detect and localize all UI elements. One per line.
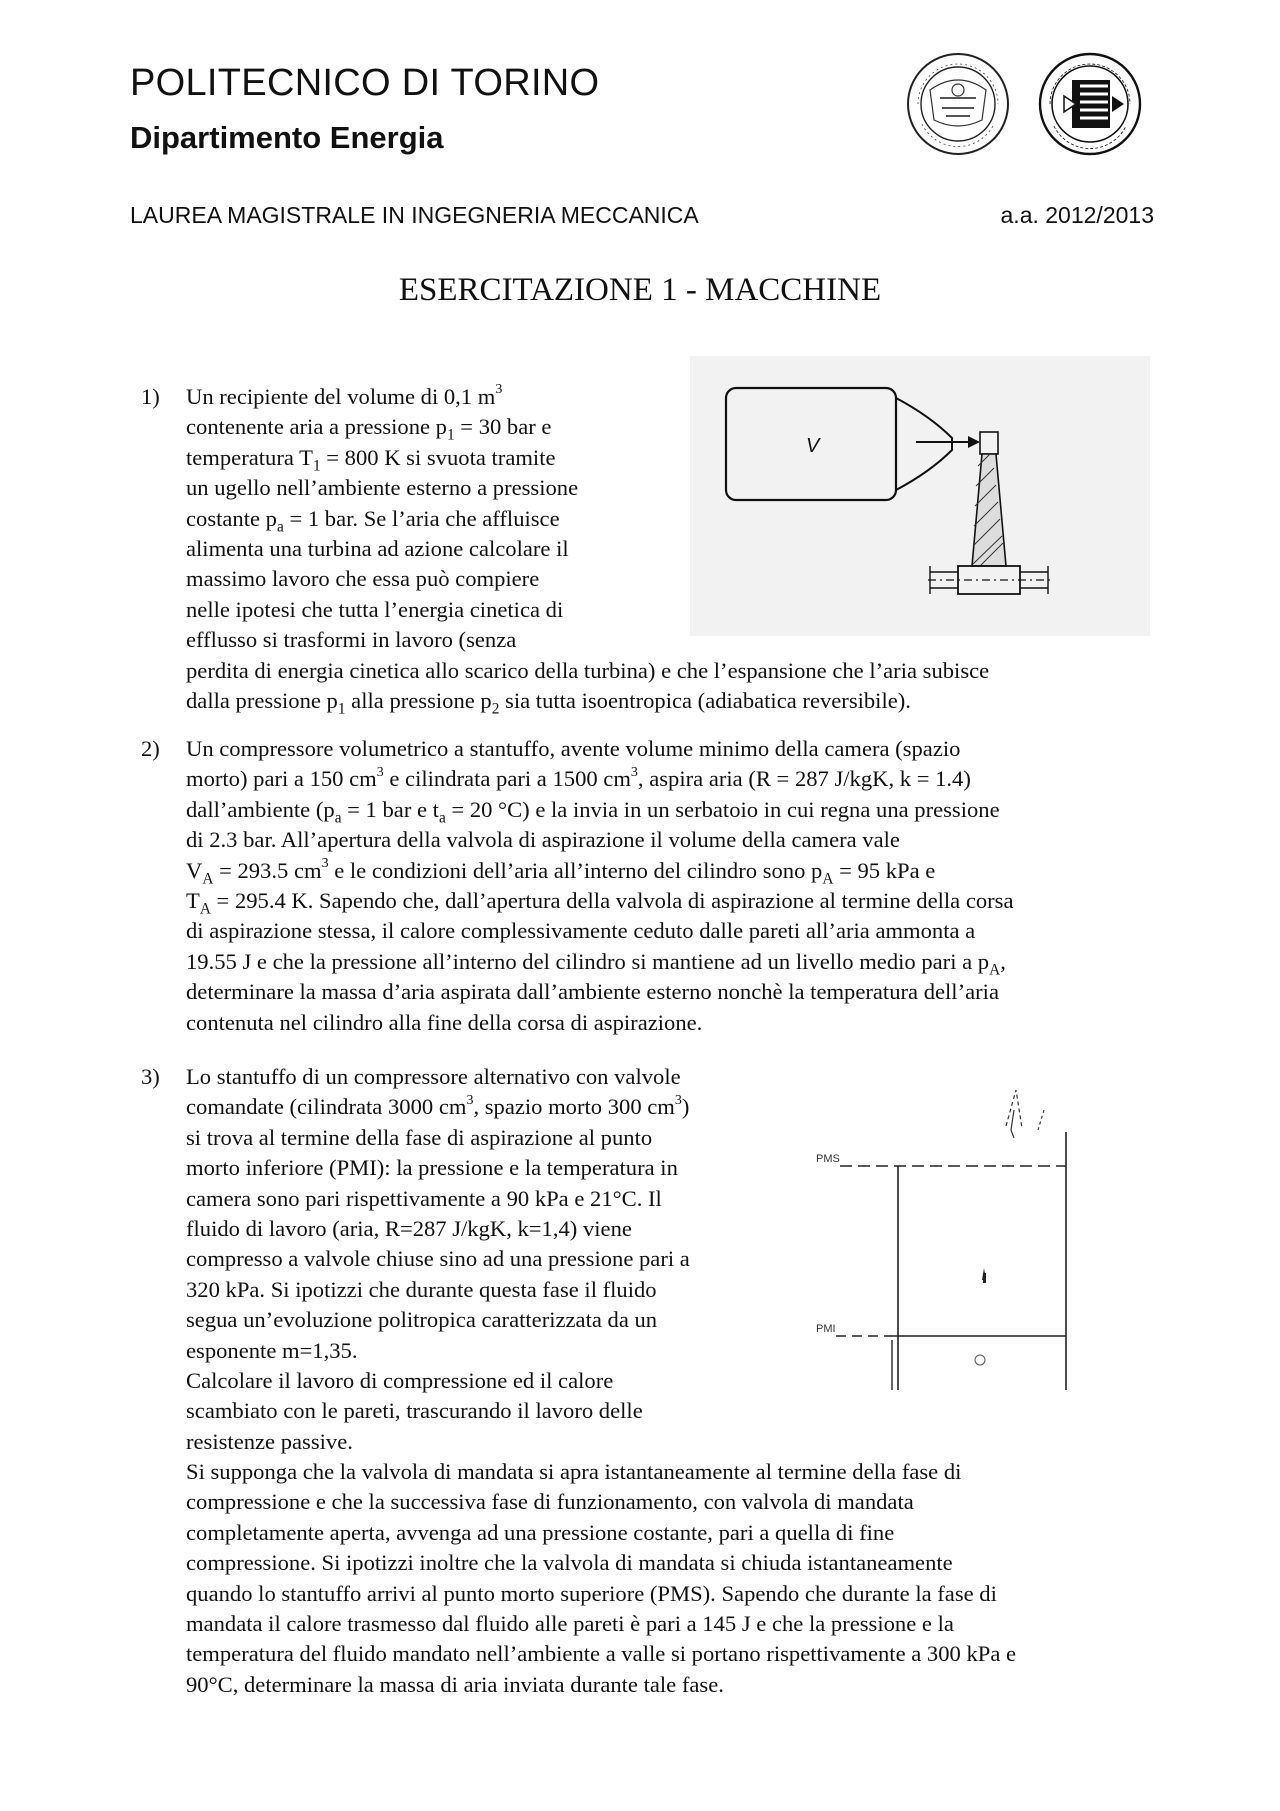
text-line: efflusso si trasformi in lavoro (senza <box>186 627 517 653</box>
pmi-label: PMI <box>816 1323 836 1335</box>
text-line: contenuta nel cilindro alla fine della corsa di aspirazione. <box>186 1009 703 1035</box>
text-line: compressione. Si ipotizzi inoltre che la valvola di mandata si chiuda istantaneamente <box>186 1550 953 1576</box>
text-line: morto) pari a 150 $cm^3$ e cilindrata pari a 1500 $cm^3$, aspira aria (R = 287 J/kgK, k = 1.4) <box>186 764 971 792</box>
text-line: $V_A = 293.5$ $cm^3$ e le condizioni dell’aria all’interno del cilindro sono $p_A = 95$ kPa e <box>186 856 936 888</box>
text-line: di 2.3 bar. All’apertura della valvola di aspirazione il volume della camera vale <box>186 827 900 853</box>
text-line: Si supponga che la valvola di mandata si apra istantaneamente al termine della fase di <box>186 1459 962 1484</box>
text-line: Calcolare il lavoro di compressione ed il calore <box>186 1368 614 1394</box>
cylinder-pms-pmi-diagram <box>808 1080 1098 1400</box>
text-line: temperatura $T_1 = 800$ K si svuota tramite <box>186 444 556 475</box>
text-line: scambiato con le pareti, trascurando il lavoro delle <box>186 1398 643 1424</box>
text-line: fluido di lavoro (aria, R=287 J/kgK, k=1,4) viene <box>186 1216 632 1242</box>
academic-year: a.a. 2012/2013 <box>1000 202 1154 228</box>
exercise-1-full-text <box>186 656 1146 717</box>
degree-course: LAUREA MAGISTRALE IN INGEGNERIA MECCANICA <box>130 202 699 228</box>
text-line: morto inferiore (PMI): la pressione e la temperatura in <box>186 1155 678 1181</box>
text-line: $T_A = 295.4$ K. Sapendo che, dall’apertura della valvola di aspirazione al termine della corsa <box>186 888 1014 918</box>
university-name: POLITECNICO DI TORINO <box>130 62 600 104</box>
text-line: si trova al termine della fase di aspirazione al punto <box>186 1124 653 1150</box>
pms-label: PMS <box>816 1153 840 1165</box>
text-line: resistenze passive. <box>186 1428 353 1454</box>
logo-images <box>900 50 1170 160</box>
text-line: un ugello nell’ambiente esterno a pressione <box>186 475 579 501</box>
text-line: segua un’evoluzione politropica caratterizzata da un <box>186 1307 658 1333</box>
exercise-2-text <box>186 734 1146 1038</box>
text-line: contenente aria a pressione $p_1 = 30$ bar e <box>186 414 552 444</box>
exercise-3-figure <box>808 1080 1098 1400</box>
exercise-3-number: 3) <box>141 1064 160 1089</box>
text-line: alimenta una turbina ad azione calcolare il <box>186 536 569 562</box>
vessel-nozzle-turbine-diagram <box>690 356 1150 636</box>
text-line: camera sono pari rispettivamente a 90 kPa e 21°C. Il <box>186 1185 662 1211</box>
text-line: Un compressore volumetrico a stantuffo, avente volume minimo della camera (spazio <box>186 736 961 761</box>
text-line: nelle ipotesi che tutta l’energia cinetica di <box>186 596 564 622</box>
text-line: dall’ambiente ($p_a = 1$ bar e $t_a = 20$ °C) e la invia in un serbatoio in cui regna una pressione <box>186 796 1000 827</box>
exercise-1-figure <box>690 356 1150 636</box>
exercise-1-number: 1) <box>141 384 160 409</box>
text-line: comandate (cilindrata 3000 $cm^3$, spazio morto 300 $cm^3$) <box>186 1092 690 1120</box>
logos <box>900 50 1170 165</box>
page-title: ESERCITAZIONE 1 - MACCHINE <box>398 272 882 308</box>
text-line: 90°C, determinare la massa di aria inviata durante tale fase. <box>186 1671 724 1697</box>
text-line: 19.55 J e che la pressione all’interno del cilindro si mantiene ad un livello medio pari a $p_A$, <box>186 948 1006 979</box>
text-line: determinare la massa d’aria aspirata dall’ambiente esterno nonchè la temperatura dell’aria <box>186 979 999 1005</box>
text-line: perdita di energia cinetica allo scarico della turbina) e che l’espansione che l’aria subisce <box>186 658 990 683</box>
text-line: quando lo stantuffo arrivi al punto morto superiore (PMS). Sapendo che durante la fase di <box>186 1580 997 1606</box>
exercise-2-number: 2) <box>141 736 160 761</box>
department-name: Dipartimento Energia <box>130 120 444 155</box>
text-line: esponente m=1,35. <box>186 1337 358 1363</box>
text-line: temperatura del fluido mandato nell’ambiente a valle si portano rispettivamente a 300 kPa e <box>186 1641 1017 1667</box>
text-line: mandata il calore trasmesso dal fluido alle pareti è pari a 145 J e che la pressione e la <box>186 1611 954 1637</box>
dipartimento-energetica-logo-icon <box>1040 54 1140 154</box>
text-line: dalla pressione $p_1$ alla pressione $p_2$ sia tutta isoentropica (adiabatica reversibile). <box>186 688 911 718</box>
vessel-label: V <box>806 435 820 457</box>
exercise-3-wrapped-text <box>186 1062 784 1457</box>
text-line: compressione e che la successiva fase di funzionamento, con valvola di mandata <box>186 1489 914 1515</box>
text-line: Lo stantuffo di un compressore alternativo con valvole <box>186 1064 681 1089</box>
text-line: completamente aperta, avvenga ad una pressione costante, pari a quella di fine <box>186 1519 895 1545</box>
politecnico-seal-icon <box>908 54 1008 154</box>
text-line: 320 kPa. Si ipotizzi che durante questa fase il fluido <box>186 1276 657 1302</box>
text-line: Un recipiente del volume di 0,1 $m^3$ <box>186 382 503 409</box>
exercise-1-wrapped-text <box>186 382 642 656</box>
exercise-3-full-text <box>186 1457 1146 1700</box>
text-line: di aspirazione stessa, il calore complessivamente ceduto dalle pareti all’aria ammonta a <box>186 918 976 944</box>
text-line: massimo lavoro che essa può compiere <box>186 566 540 592</box>
text-line: costante $p_a = 1$ bar. Se l’aria che affluisce <box>186 505 560 536</box>
text-line: compresso a valvole chiuse sino ad una pressione pari a <box>186 1246 690 1272</box>
